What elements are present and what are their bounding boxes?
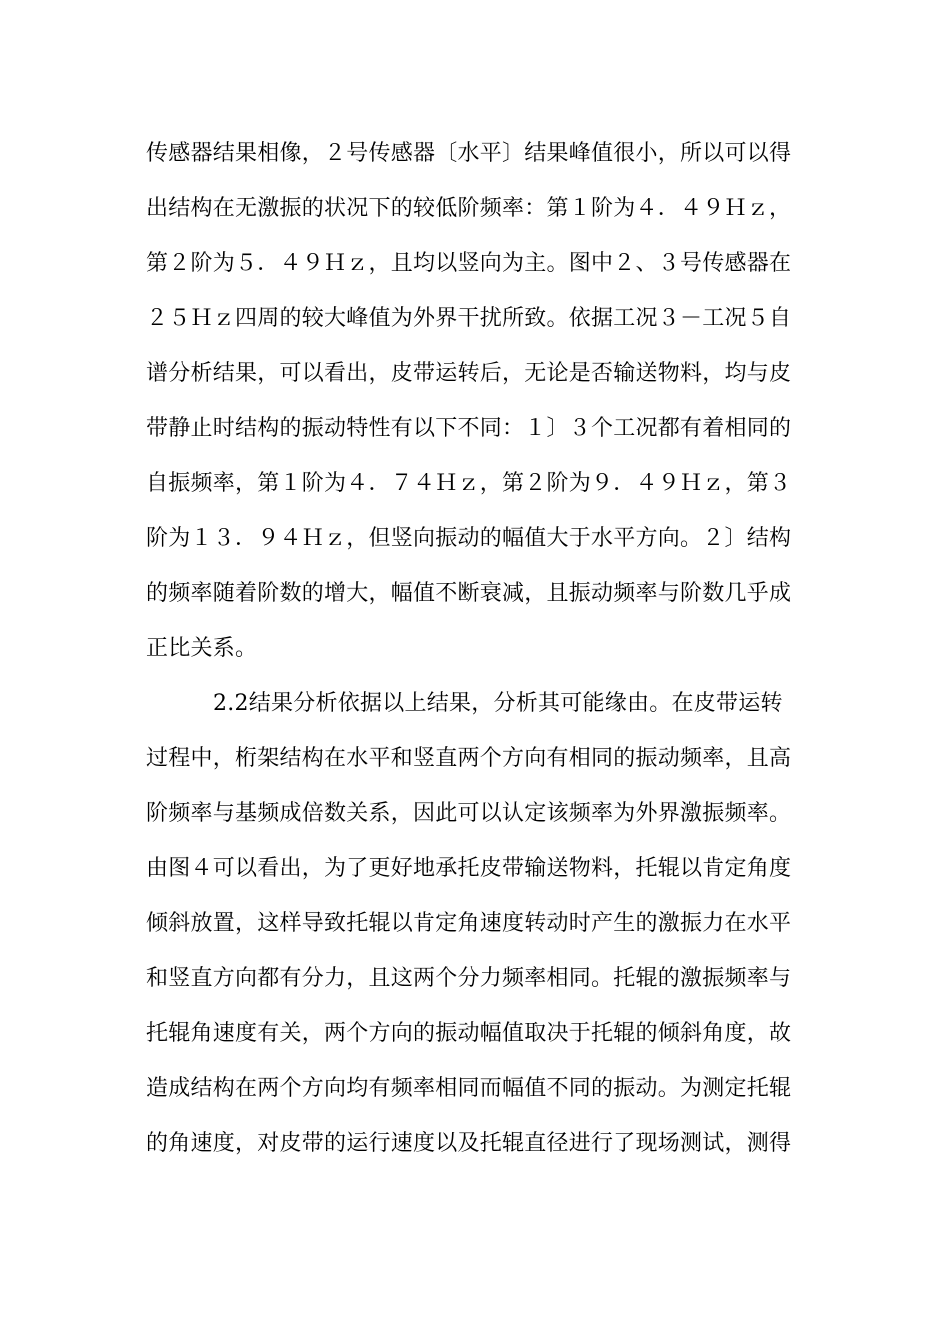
text-line: 造成结构在两个方向均有频率相同而幅值不同的振动。为测定托辊 [146,1076,792,1101]
text-line: 传感器结果相像，２号传感器〔水平〕结果峰值很小，所以可以得 [146,141,792,166]
text-line: 和竖直方向都有分力，且这两个分力频率相同。托辊的激振频率与 [146,966,792,991]
text-line: 自振频率，第１阶为４．７４Ｈｚ，第２阶为９．４９Ｈｚ，第３ [146,471,792,496]
text-line: 倾斜放置，这样导致托辊以肯定角速度转动时产生的激振力在水平 [146,911,792,936]
text-line: 托辊角速度有关，两个方向的振动幅值取决于托辊的倾斜角度，故 [146,1021,792,1046]
text-line: 第２阶为５．４９Ｈｚ，且均以竖向为主。图中２、３号传感器在 [146,251,792,276]
text-line: 的频率随着阶数的增大，幅值不断衰减，且振动频率与阶数几乎成 [146,581,792,606]
text-line: ２５Ｈｚ四周的较大峰值为外界干扰所致。依据工况３－工况５自 [146,306,792,331]
text-line: 正比关系。 [146,636,258,661]
text-line: 带静止时结构的振动特性有以下不同：１〕３个工况都有着相同的 [146,416,792,441]
text-line: 由图４可以看出，为了更好地承托皮带输送物料，托辊以肯定角度 [146,856,792,881]
text-line: 过程中，桁架结构在水平和竖直两个方向有相同的振动频率，且高 [146,746,792,771]
text-line: 谱分析结果，可以看出，皮带运转后，无论是否输送物料，均与皮 [146,361,792,386]
text-line: 阶为１３．９４Ｈｚ，但竖向振动的幅值大于水平方向。２〕结构 [146,526,792,551]
text-line: 阶频率与基频成倍数关系，因此可以认定该频率为外界激振频率。 [146,801,792,826]
text-line: 出结构在无激振的状况下的较低阶频率：第１阶为４．４９Ｈｚ， [146,196,792,221]
section-paragraph-start: 2.2结果分析依据以上结果，分析其可能缘由。在皮带运转 [213,691,783,716]
text-line: 的角速度，对皮带的运行速度以及托辊直径进行了现场测试，测得 [146,1131,792,1156]
